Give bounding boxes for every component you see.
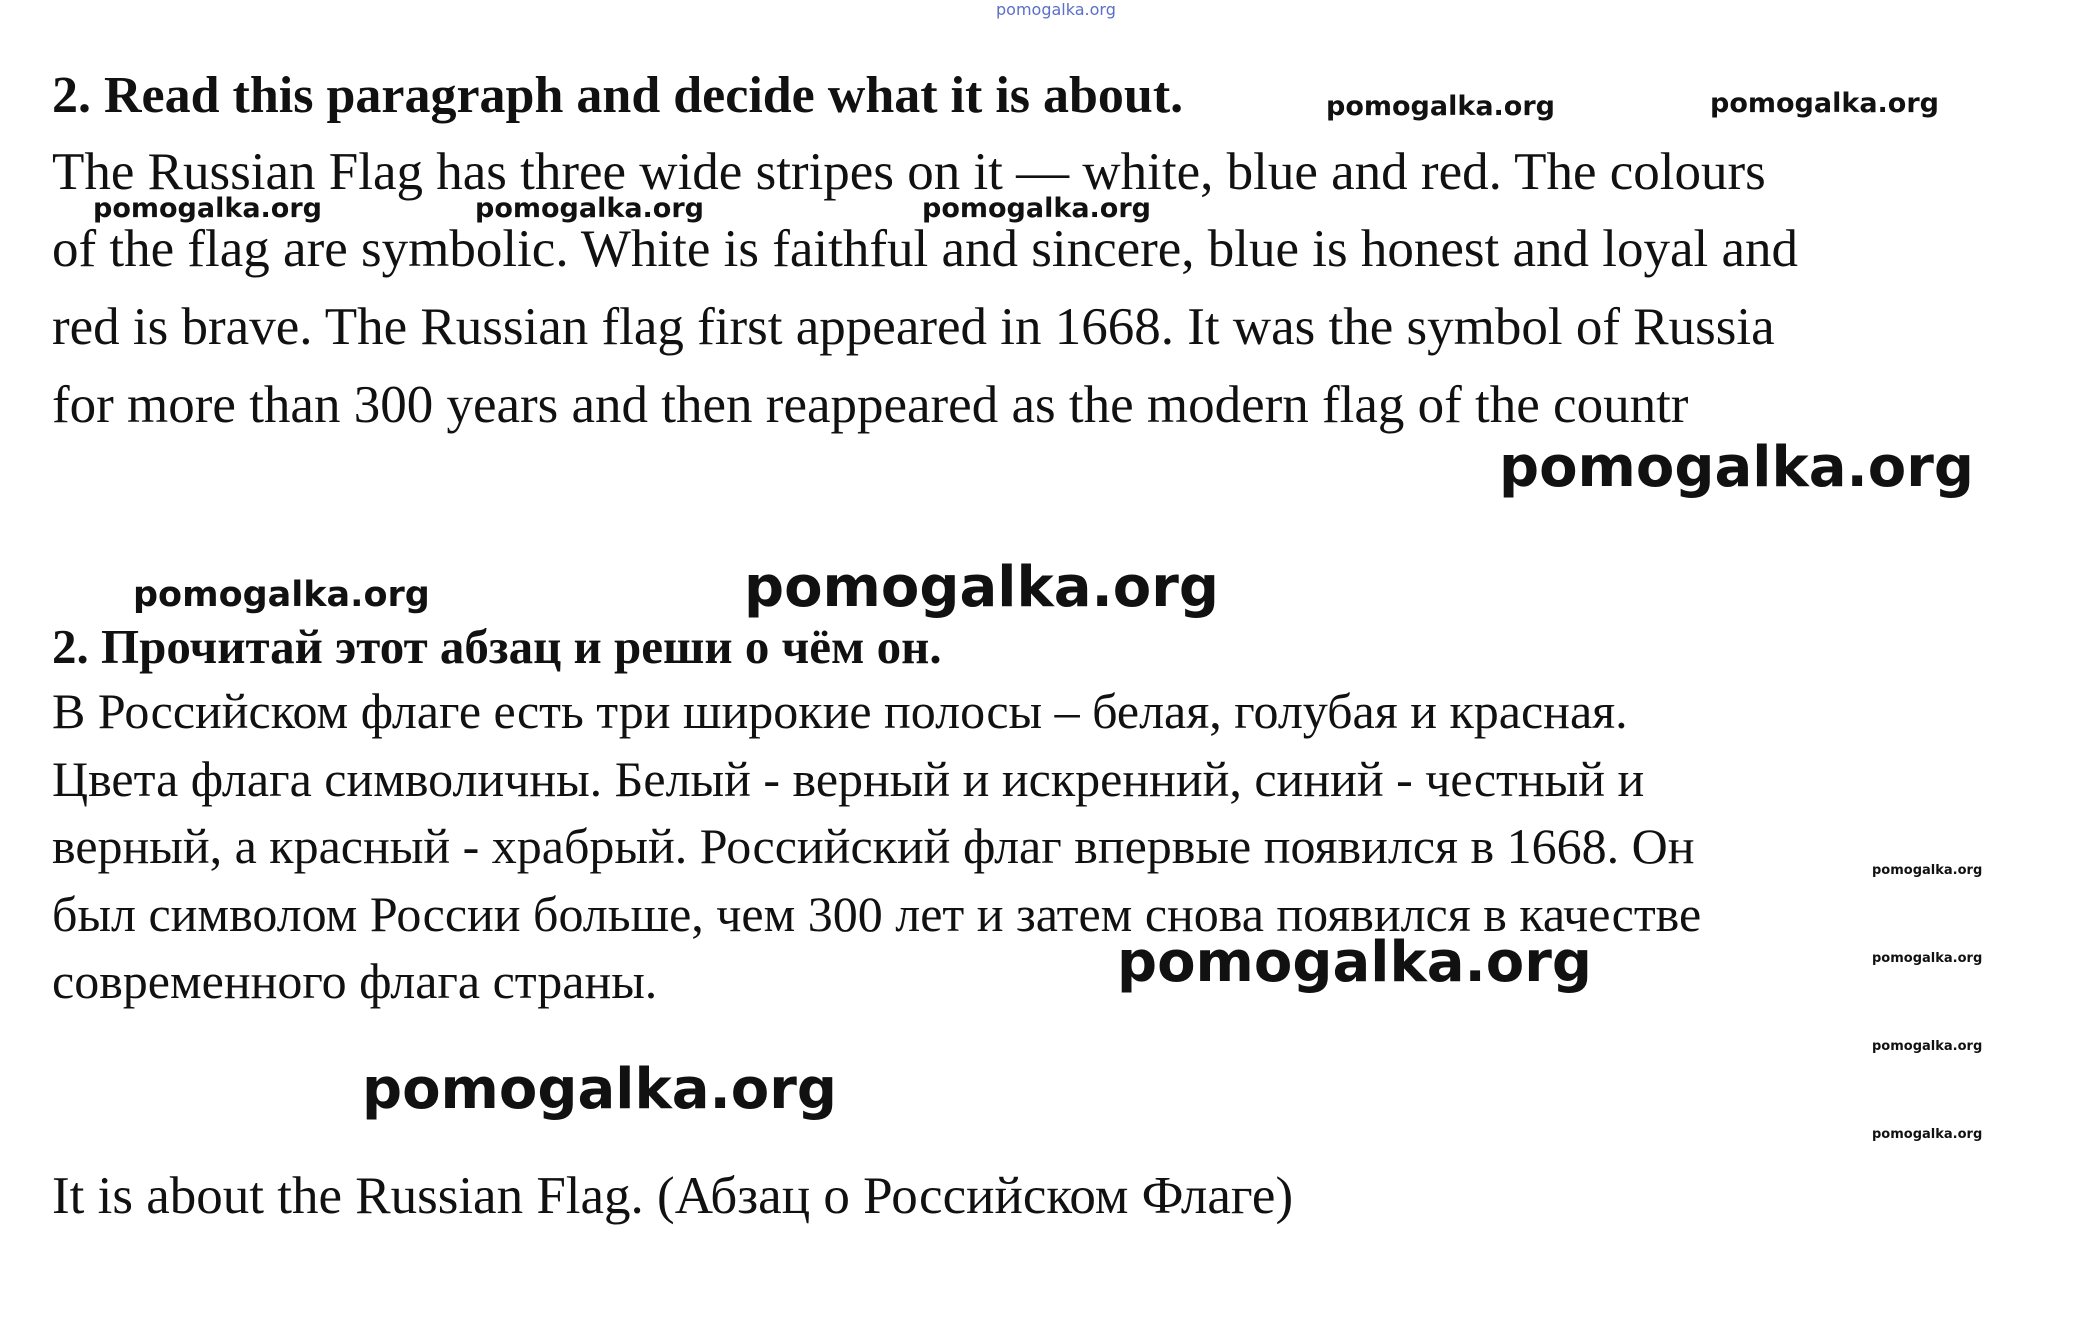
watermark: pomogalka.org [1117,930,1592,995]
answer-text: It is about the Russian Flag. (Абзац о Российском Флаге) [52,1167,1294,1225]
russian-paragraph-line: В Российском флаге есть три широкие полосы – белая, голубая и красная. [52,683,1628,739]
watermark: pomogalka.org [1710,88,1939,119]
watermark: pomogalka.org [1326,91,1555,122]
watermark-top: pomogalka.org [996,0,1116,19]
russian-paragraph-line: был символом России больше, чем 300 лет и затем снова появился в качестве [52,886,1702,942]
watermark: pomogalka.org [1872,1127,1983,1142]
english-paragraph-line: The Russian Flag has three wide stripes on it — white, blue and red. The colours [52,143,1766,201]
watermark: pomogalka.org [133,575,430,615]
watermark: pomogalka.org [93,193,322,224]
russian-paragraph-line: Цвета флага символичны. Белый - верный и искренний, синий - честный и [52,751,1645,807]
watermark: pomogalka.org [922,193,1151,224]
english-heading: 2. Read this paragraph and decide what it is about. [52,67,1184,124]
russian-paragraph-line: верный, а красный - храбрый. Российский флаг впервые появился в 1668. Он [52,818,1695,874]
watermark: pomogalka.org [475,193,704,224]
watermark: pomogalka.org [744,555,1219,620]
watermark: pomogalka.org [1872,1039,1983,1054]
watermark: pomogalka.org [362,1057,837,1122]
watermark: pomogalka.org [1872,951,1983,966]
english-paragraph-line: red is brave. The Russian flag first appeared in 1668. It was the symbol of Russia [52,298,1775,356]
russian-paragraph-line: современного флага страны. [52,953,658,1009]
english-paragraph-line: for more than 300 years and then reappeared as the modern flag of the countr [52,376,1689,434]
english-paragraph-line: of the flag are symbolic. White is faithful and sincere, blue is honest and loyal and [52,220,1799,278]
watermark: pomogalka.org [1872,863,1983,878]
watermark: pomogalka.org [1499,435,1974,500]
russian-heading: 2. Прочитай этот абзац и реши о чём он. [52,619,942,674]
